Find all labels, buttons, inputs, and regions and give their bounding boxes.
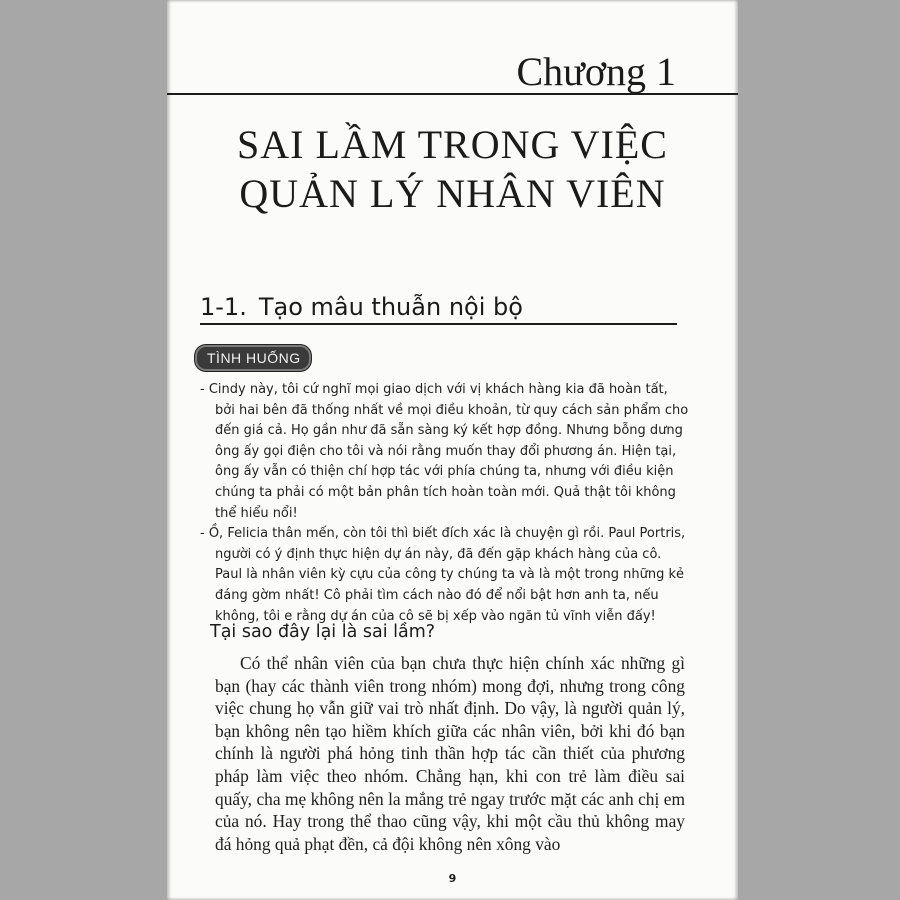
section-title: Tạo mâu thuẫn nội bộ — [258, 293, 523, 321]
body-paragraph: Có thể nhân viên của bạn chưa thực hiện chính xác những gì bạn (hay các thành viên trong nhóm) mong đợi, nhưng trong công việc chung họ vẫn giữ vai trò nhất định. Do vậy, là người quản lý, bạn không nên tạo hiềm khích giữa các nhân viên, bởi khi đó bạn chính là người phá hỏng tinh thần hợp tác cần thiết của phương pháp làm việc theo nhóm. Chẳng hạn, khi con trẻ làm điều sai quấy, cha mẹ không nên la mắng trẻ ngay trước mặt các anh chị em của nó. Hay trong thể thao cũng vậy, khi một cầu thủ không may đá hỏng quả phạt đền, cả đội không nên xông vào — [215, 653, 685, 854]
section-number: 1-1. — [200, 293, 247, 321]
chapter-label: Chương 1 — [516, 49, 676, 94]
dialogue-line: - Cindy này, tôi cứ nghĩ mọi giao dịch với vị khách hàng kia đã hoàn tất, bởi hai bên đã thống nhất về mọi điều khoản, từ quy cách sản phẩm cho đến giá cả. Họ gần như đã sẵn sàng ký kết hợp đồng. Nhưng bỗng dưng ông ấy gọi điện cho tôi và nói rằng muốn thay đổi phương án. Hiện tại, ông ấy vẫn có thiện chí hợp tác với phía chúng ta, nhưng với điều kiện chúng ta phải có một bản phân tích hoàn toàn mới. Quả thật tôi không thể hiểu nổi! — [200, 382, 689, 521]
section-heading — [200, 293, 677, 325]
chapter-title-line-1: SAI LẦM TRONG VIỆC — [237, 122, 668, 167]
page-number: 9 — [448, 872, 457, 885]
subheading: Tại sao đây lại là sai lầm? — [210, 622, 436, 642]
chapter-rule — [167, 93, 738, 95]
dialogue-line: - Ồ, Felicia thân mến, còn tôi thì biết đích xác là chuyện gì rồi. Paul Portris, người có ý định thực hiện dự án này, đã đến gặp khách hàng của cô. Paul là nhân viên kỳ cựu của công ty chúng ta và là một trong những kẻ đáng gờm nhất! Cô phải tìm cách nào đó để nổi bật hơn anh ta, nếu không, tôi e rằng dự án của cô sẽ bị xếp vào ngăn tủ vĩnh viễn đấy! — [200, 526, 686, 624]
book-page — [167, 0, 738, 900]
chapter-title-line-2: QUẢN LÝ NHÂN VIÊN — [239, 171, 666, 216]
chapter-title — [167, 120, 738, 218]
dialogue-block — [200, 380, 690, 627]
situation-badge: TÌNH HUỐNG — [195, 345, 311, 371]
